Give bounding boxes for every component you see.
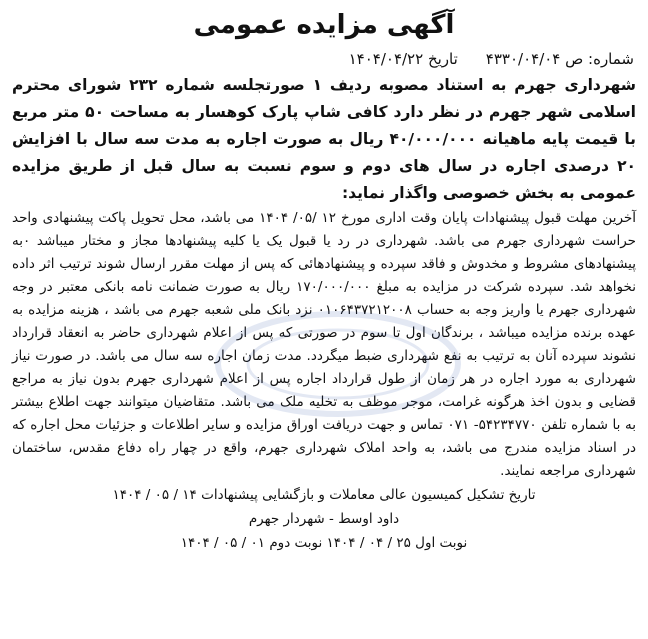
notice-title: آگهی مزایده عمومی	[193, 10, 455, 40]
notice-footer	[8, 483, 640, 555]
auction-notice	[8, 4, 640, 634]
publication-dates-line: نوبت اول ۲۵ / ۰۴ / ۱۴۰۴ نوبت دوم ۰۱ / ۰۵ / ۱۴۰۴	[180, 535, 468, 551]
signatory-line: داود اوسط - شهردار جهرم	[248, 511, 400, 527]
lead-paragraph: شهرداری جهرم به استناد مصوبه ردیف ۱ صورتجلسه شماره ۲۳۲ شورای محترم اسلامی شهر جهرم در نظر دارد کافی شاپ پارک کوهسار به مساحت ۵۰ متر مربع با قیمت پایه ماهیانه ۴۰/۰۰۰/۰۰۰ ریال به صورت اجاره به مدت سه سال با افزایش ۲۰ درصدی اجاره در سال های دوم و سوم نسبت به سال قبل از طریق مزایده عمومی به بخش خصوصی واگذار نماید:	[12, 76, 637, 202]
reference-date: تاریخ ۱۴۰۴/۰۴/۲۲	[348, 50, 458, 68]
reference-number: شماره: ص ۴۳۳۰/۰۴/۰۴	[485, 50, 634, 68]
reference-line	[8, 46, 640, 72]
body-paragraph: آخرین مهلت قبول پیشنهادات پایان وقت اداری مورخ ۱۲ /۰۵/ ۱۴۰۴ می باشد، محل تحویل پاکت پیشنهادی واحد حراست شهرداری جهرم می باشد. شهرداری در رد یا قبول یک یا کلیه پیشنهادها مجاز و مختار میباشد ۰به پیشنهادهای مشروط و مخدوش و فاقد سپرده و پیشنهادهائی که پس از مهلت مقرر ارسال شوند ترتیب اثر داده نخواهد شد. سپرده شرکت در مزایده به مبلغ ۱۷۰/۰۰۰/۰۰۰ ریال به صورت ضمانت نامه بانکی معتبر در وجه شهرداری جهرم یا واریز وجه به حساب ۰۱۰۶۴۳۷۲۱۲۰۰۸ نزد بانک ملی شعبه جهرم می باشد ، هزینه مزایده به عهده برنده مزایده میباشد ، برندگان اول تا سوم در صورتی که پس از اعلام شهرداری حاضر به انعقاد قرارداد نشوند سپرده آنان به ترتیب به نفع شهرداری ضبط میگردد. مدت زمان اجاره سه سال می باشد. در صورت نیاز شهرداری به مورد اجاره در هر زمان از طول قرارداد اجاره پس از اعلام شهرداری جهرم بدون نیاز به مراجع قضایی و بدون اخذ هرگونه غرامت، موجر موظف به تخلیه ملک می باشد. متقاضیان میتوانند جهت اطلاع بیشتر به با شماره تلفن ۵۴۲۳۴۷۷۰- ۰۷۱ تماس و جهت دریافت اوراق مزایده و سایر اطلاعات و جزئیات محل اجاره که در اسناد مزایده مندرج می باشد، به واحد املاک شهرداری جهرم، واقع در چهار راه دفاع مقدس، ساختمان شهرداری مراجعه نمایند.	[12, 210, 636, 479]
commission-date-line: تاریخ تشکیل کمیسیون عالی معاملات و بازگشایی پیشنهادات ۱۴ / ۰۵ / ۱۴۰۴	[112, 487, 536, 503]
